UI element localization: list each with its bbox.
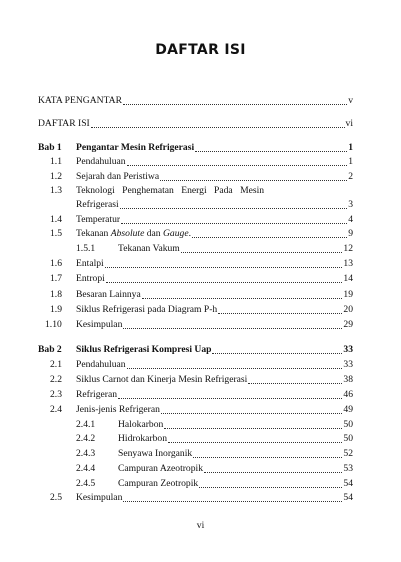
chapter-title: Siklus Refrigerasi Kompresi Uap	[76, 344, 212, 355]
leader-dots	[106, 281, 343, 283]
subsection-number: 2.4.1	[76, 419, 96, 430]
subsection-title: Halokarbon	[118, 419, 164, 430]
subsection-title: Campuran Azeotropik	[118, 463, 203, 474]
toc-subsection[interactable]	[0, 447, 401, 461]
section-page: 29	[343, 319, 353, 330]
leader-dots	[123, 103, 347, 105]
toc-subsection[interactable]	[0, 477, 401, 491]
section-title: Kesimpulan	[76, 492, 123, 503]
section-number: 1.9	[50, 304, 62, 315]
toc-subsection[interactable]	[0, 418, 401, 432]
leader-dots	[164, 427, 342, 429]
leader-dots	[123, 327, 342, 329]
section-title-line1: Teknologi Penghematan Energi Pada Mesin	[76, 185, 265, 196]
section-page: 13	[343, 258, 353, 269]
toc-entry-title: DAFTAR ISI	[38, 118, 90, 129]
toc-section[interactable]	[0, 358, 401, 372]
chapter-number: Bab 1	[38, 142, 62, 153]
subsection-title: Tekanan Vakum	[118, 243, 180, 254]
section-page: 2	[348, 171, 353, 182]
leader-dots	[161, 412, 342, 414]
toc-chapter-2[interactable]	[0, 343, 401, 357]
section-page: 46	[343, 389, 353, 400]
section-number: 1.4	[50, 214, 62, 225]
toc-section-continued[interactable]	[0, 198, 401, 212]
section-number: 2.2	[50, 374, 62, 385]
toc-subsection[interactable]	[0, 242, 401, 256]
section-title-line2: Refrigerasi	[76, 199, 119, 210]
chapter-title: Pengantar Mesin Refrigerasi	[76, 142, 195, 153]
section-title: Pendahuluan	[76, 359, 126, 370]
section-title: Kesimpulan	[76, 319, 123, 330]
leader-dots	[120, 207, 348, 209]
toc-entry-page: v	[348, 95, 353, 106]
toc-section[interactable]	[0, 213, 401, 227]
leader-dots	[248, 382, 342, 384]
page-title: DAFTAR ISI	[155, 42, 246, 58]
toc-entry-title: KATA PENGANTAR	[38, 95, 123, 106]
section-title: Entropi	[76, 273, 105, 284]
toc-section[interactable]	[0, 184, 401, 198]
section-title: Sejarah dan Peristiwa	[76, 171, 160, 182]
section-number: 1.3	[50, 185, 62, 196]
section-number: 1.2	[50, 171, 62, 182]
section-title: Tekanan Absolute dan Gauge.	[76, 228, 191, 239]
subsection-page: 50	[343, 433, 353, 444]
toc-section[interactable]	[0, 155, 401, 169]
subsection-page: 52	[343, 448, 353, 459]
section-page: 19	[343, 289, 353, 300]
leader-dots	[181, 251, 343, 253]
toc-section[interactable]	[0, 227, 401, 241]
subsection-number: 2.4.5	[76, 478, 96, 489]
leader-dots	[127, 367, 343, 369]
section-page: 38	[343, 374, 353, 385]
subsection-number: 1.5.1	[76, 243, 96, 254]
leader-dots	[195, 150, 347, 152]
subsection-title: Senyawa Inorganik	[118, 448, 193, 459]
section-number: 2.4	[50, 404, 62, 415]
leader-dots	[121, 222, 347, 224]
leader-dots	[204, 471, 342, 473]
section-number: 2.1	[50, 359, 62, 370]
leader-dots	[142, 297, 343, 299]
subsection-page: 50	[343, 419, 353, 430]
toc-subsection[interactable]	[0, 462, 401, 476]
toc-section[interactable]	[0, 303, 401, 317]
toc-chapter-1[interactable]	[0, 141, 401, 155]
toc-section[interactable]	[0, 170, 401, 184]
section-page: 33	[343, 359, 353, 370]
footer-page-number: vi	[196, 520, 205, 531]
leader-dots	[218, 312, 342, 314]
chapter-page: 1	[348, 142, 353, 153]
section-page: 3	[348, 199, 353, 210]
toc-section[interactable]	[0, 318, 401, 332]
toc-section[interactable]	[0, 388, 401, 402]
section-title: Besaran Lainnya	[76, 289, 141, 300]
section-number: 1.10	[45, 319, 62, 330]
toc-section[interactable]	[0, 373, 401, 387]
subsection-number: 2.4.4	[76, 463, 96, 474]
toc-entry-page: vi	[345, 118, 353, 129]
leader-dots	[212, 352, 342, 354]
subsection-page: 53	[343, 463, 353, 474]
leader-dots	[160, 179, 347, 181]
section-title: Temperatur	[76, 214, 121, 225]
section-page: 54	[343, 492, 353, 503]
toc-section[interactable]	[0, 403, 401, 417]
toc-section[interactable]	[0, 272, 401, 286]
leader-dots	[199, 486, 342, 488]
section-title: Entalpi	[76, 258, 104, 269]
section-page: 1	[348, 156, 353, 167]
section-page: 4	[348, 214, 353, 225]
section-title: Pendahuluan	[76, 156, 126, 167]
chapter-page: 33	[343, 344, 353, 355]
subsection-title: Hidrokarbon	[118, 433, 168, 444]
toc-section[interactable]	[0, 288, 401, 302]
chapter-number: Bab 2	[38, 344, 62, 355]
section-number: 1.6	[50, 258, 62, 269]
leader-dots	[105, 266, 343, 268]
section-page: 20	[343, 304, 353, 315]
subsection-title: Campuran Zeotropik	[118, 478, 199, 489]
leader-dots	[192, 236, 347, 238]
section-number: 1.7	[50, 273, 62, 284]
subsection-page: 12	[343, 243, 353, 254]
leader-dots	[91, 126, 345, 128]
toc-entry-kata-pengantar[interactable]	[0, 94, 401, 108]
section-number: 1.5	[50, 228, 62, 239]
section-page: 14	[343, 273, 353, 284]
subsection-number: 2.4.2	[76, 433, 96, 444]
section-page: 49	[343, 404, 353, 415]
leader-dots	[127, 164, 348, 166]
toc-subsection[interactable]	[0, 432, 401, 446]
section-number: 1.8	[50, 289, 62, 300]
toc-section[interactable]	[0, 257, 401, 271]
leader-dots	[193, 456, 342, 458]
toc-entry-daftar-isi[interactable]	[0, 117, 401, 131]
section-number: 1.1	[50, 156, 62, 167]
section-title: Siklus Carnot dan Kinerja Mesin Refrigerasi	[76, 374, 248, 385]
leader-dots	[118, 397, 342, 399]
section-title: Siklus Refrigerasi pada Diagram P-h	[76, 304, 218, 315]
leader-dots	[123, 500, 342, 502]
section-number: 2.5	[50, 492, 62, 503]
leader-dots	[168, 441, 342, 443]
toc-section[interactable]	[0, 491, 401, 505]
section-page: 9	[348, 228, 353, 239]
subsection-number: 2.4.3	[76, 448, 96, 459]
subsection-page: 54	[343, 478, 353, 489]
section-title: Jenis-jenis Refrigeran	[76, 404, 160, 415]
section-title: Refrigeran	[76, 389, 118, 400]
section-number: 2.3	[50, 389, 62, 400]
